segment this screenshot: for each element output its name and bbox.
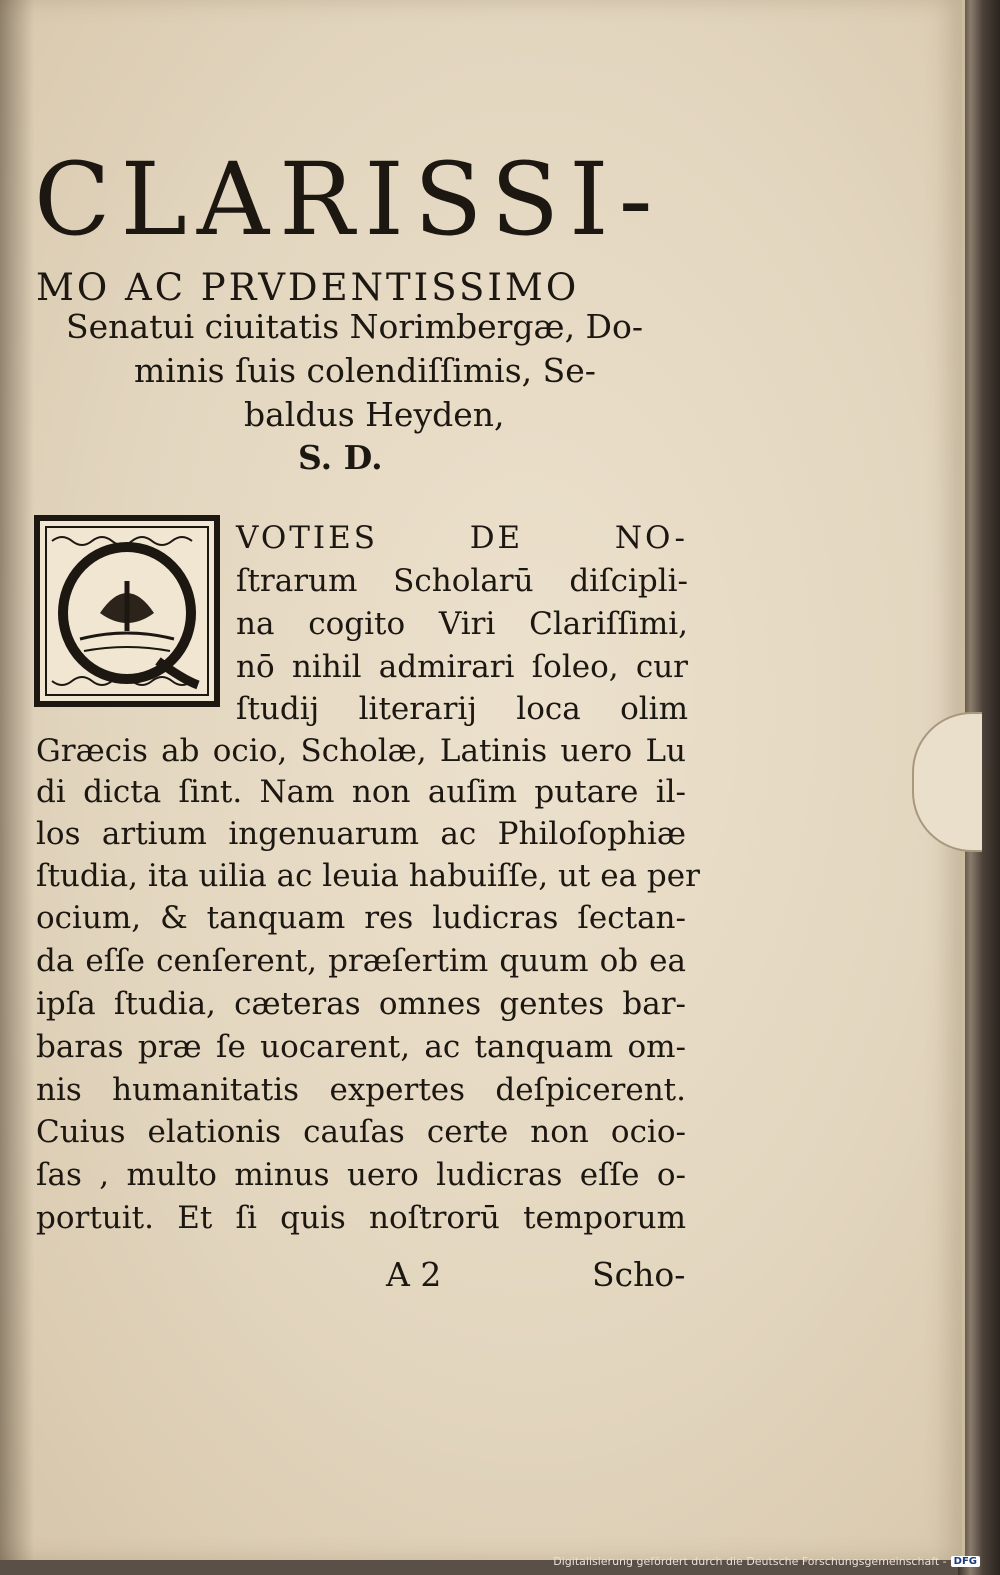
dedication-line-3: baldus Heyden,: [244, 395, 505, 434]
body-line-9: ſtudia, ita uilia ac leuia habuiſſe, ut ea per: [36, 858, 700, 894]
body-line-7: di dicta ſint. Nam non auſim putare il-: [36, 774, 686, 810]
body-line-3: na cogito Viri Clariſſimi,: [236, 606, 688, 642]
body-line-8: los artium ingenuarum ac Philoſophiæ: [36, 816, 686, 852]
body-line-12: ipſa ſtudia, cæteras omnes gentes bar-: [36, 986, 686, 1022]
dfg-logo: DFG: [951, 1556, 980, 1567]
signature-mark: A 2: [386, 1255, 442, 1294]
spine-shadow: [0, 0, 34, 1560]
body-line-4: nō nihil admirari ſoleo, cur: [236, 649, 688, 685]
body-line-5: ſtudij literarij loca olim: [236, 691, 688, 727]
body-line-16: ſas , multo minus uero ludicras eſſe o-: [36, 1157, 686, 1193]
decorated-initial-ornament: [40, 521, 214, 701]
credit-text: Digitalisierung gefördert durch die Deutsche Forschungsgemeinschaft -: [553, 1554, 947, 1568]
body-line-10: ocium, & tanquam res ludicras ſectan-: [36, 900, 686, 936]
body-line-14: nis humanitatis expertes deſpicerent.: [36, 1072, 686, 1108]
dedication-heading-line2: MO AC PRVDENTISSIMO: [36, 266, 580, 309]
digitization-credit: [553, 1551, 980, 1571]
decorated-initial: [34, 515, 220, 707]
body-line-15: Cuius elationis cauſas certe non ocio-: [36, 1114, 686, 1150]
body-line-17: portuit. Et ſi quis noſtrorū temporum: [36, 1200, 686, 1236]
body-line-13: baras præ ſe uocarent, ac tanquam om-: [36, 1029, 686, 1065]
dedication-line-1: Senatui ciuitatis Norimbergæ, Do-: [66, 307, 644, 346]
body-line-11: da eſſe cenſerent, præſertim quum ob ea: [36, 943, 686, 979]
body-line-2: ſtrarum Scholarū diſcipli-: [236, 563, 688, 599]
dedication-line-4: S. D.: [298, 438, 383, 477]
body-line-1: VOTIES DE NO-: [236, 520, 688, 556]
body-line-6: Græcis ab ocio, Scholæ, Latinis uero Lu: [36, 733, 686, 769]
dedication-line-2: minis ſuis colendiſſimis, Se-: [134, 351, 596, 390]
dedication-heading-line1: CLARISSI-: [34, 141, 663, 258]
catchword: Scho-: [592, 1255, 686, 1294]
page-tab-notch: [912, 712, 982, 852]
